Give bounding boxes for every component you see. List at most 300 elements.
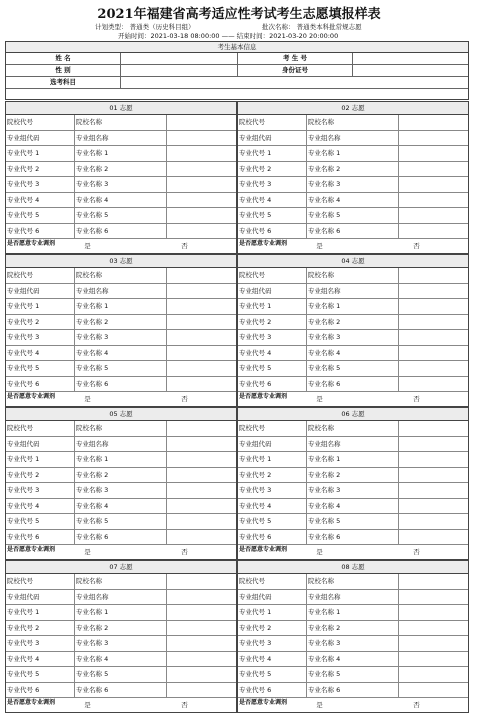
volunteer-row xyxy=(238,421,468,437)
adjust-label: 是否愿意专业调剂 xyxy=(7,240,56,247)
exam-no-label: 考 生 号 xyxy=(238,53,353,64)
id-no-label: 身份证号 xyxy=(238,65,353,76)
adjust-row xyxy=(238,698,468,713)
major-name-label: 专业名称 3 xyxy=(75,483,167,498)
major-name-label: 专业名称 2 xyxy=(75,315,167,330)
input-cell[interactable] xyxy=(167,452,236,467)
major-name-label: 专业名称 2 xyxy=(307,621,399,636)
major-name-label: 专业名称 5 xyxy=(307,361,399,376)
input-cell[interactable] xyxy=(167,514,236,529)
adjust-options xyxy=(316,392,420,407)
exam-no-field[interactable] xyxy=(353,53,469,64)
major-name-label: 专业名称 3 xyxy=(75,636,167,651)
input-cell[interactable] xyxy=(399,652,468,667)
adjust-label: 是否愿意专业调剂 xyxy=(7,699,56,706)
major-name-label: 专业名称 2 xyxy=(307,162,399,177)
input-cell[interactable] xyxy=(167,361,236,376)
input-cell[interactable] xyxy=(167,177,236,192)
major-code-label: 专业代号 1 xyxy=(238,146,307,161)
adjust-row xyxy=(6,698,236,713)
major-name-label: 专业名称 3 xyxy=(75,177,167,192)
input-cell[interactable] xyxy=(399,421,468,436)
group-name-label: 专业组名称 xyxy=(307,437,399,452)
volunteer-block-2 xyxy=(237,101,469,254)
major-code-label: 专业代号 5 xyxy=(6,667,75,682)
major-name-label: 专业名称 3 xyxy=(307,177,399,192)
input-cell[interactable] xyxy=(167,346,236,361)
major-code-label: 专业代号 2 xyxy=(6,468,75,483)
major-code-label: 专业代号 5 xyxy=(238,514,307,529)
volunteer-block-8 xyxy=(237,560,469,713)
group-code-label: 专业组代码 xyxy=(6,590,75,605)
input-cell[interactable] xyxy=(399,131,468,146)
yes-option[interactable]: 是 xyxy=(316,548,323,556)
major-code-label: 专业代号 3 xyxy=(6,483,75,498)
volunteer-row xyxy=(6,514,236,530)
major-code-label: 专业代号 1 xyxy=(6,146,75,161)
gender-field[interactable] xyxy=(121,65,238,76)
input-cell[interactable] xyxy=(399,468,468,483)
volunteer-row xyxy=(6,284,236,300)
major-code-label: 专业代号 3 xyxy=(238,636,307,651)
group-name-label: 专业组名称 xyxy=(307,284,399,299)
volunteer-row xyxy=(6,162,236,178)
input-cell[interactable] xyxy=(167,499,236,514)
volunteer-row xyxy=(238,514,468,530)
input-cell[interactable] xyxy=(167,530,236,545)
input-cell[interactable] xyxy=(399,115,468,130)
name-label: 姓 名 xyxy=(6,53,121,64)
no-option[interactable]: 否 xyxy=(413,701,420,709)
school-name-label: 院校名称 xyxy=(75,574,167,589)
input-cell[interactable] xyxy=(167,299,236,314)
input-cell[interactable] xyxy=(167,284,236,299)
input-cell[interactable] xyxy=(399,299,468,314)
volunteer-row xyxy=(6,605,236,621)
input-cell[interactable] xyxy=(399,346,468,361)
major-name-label: 专业名称 2 xyxy=(75,468,167,483)
major-name-label: 专业名称 6 xyxy=(75,377,167,392)
volunteer-row xyxy=(6,452,236,468)
input-cell[interactable] xyxy=(167,437,236,452)
major-code-label: 专业代号 6 xyxy=(238,530,307,545)
adjust-label: 是否愿意专业调剂 xyxy=(239,393,288,400)
input-cell[interactable] xyxy=(399,683,468,698)
adjust-label: 是否愿意专业调剂 xyxy=(239,546,288,553)
input-cell[interactable] xyxy=(399,146,468,161)
major-code-label: 专业代号 6 xyxy=(238,224,307,239)
group-name-label: 专业组名称 xyxy=(75,437,167,452)
yes-option[interactable]: 是 xyxy=(84,395,91,403)
major-name-label: 专业名称 2 xyxy=(75,162,167,177)
input-cell[interactable] xyxy=(399,193,468,208)
major-name-label: 专业名称 3 xyxy=(307,330,399,345)
major-name-label: 专业名称 5 xyxy=(307,514,399,529)
group-code-label: 专业组代码 xyxy=(238,590,307,605)
major-name-label: 专业名称 4 xyxy=(307,193,399,208)
major-name-label: 专业名称 2 xyxy=(307,315,399,330)
volunteer-row xyxy=(6,468,236,484)
id-no-field[interactable] xyxy=(353,65,469,76)
volunteer-header: 04 志愿 xyxy=(238,255,468,268)
plan-type: 计划类型： 普通类（历史科目组） xyxy=(95,23,195,31)
school-name-label: 院校名称 xyxy=(75,268,167,283)
major-code-label: 专业代号 3 xyxy=(6,636,75,651)
major-code-label: 专业代号 4 xyxy=(238,346,307,361)
input-cell[interactable] xyxy=(399,377,468,392)
no-option[interactable]: 否 xyxy=(413,395,420,403)
input-cell[interactable] xyxy=(167,330,236,345)
major-code-label: 专业代号 1 xyxy=(6,605,75,620)
volunteer-row xyxy=(238,284,468,300)
volunteer-row xyxy=(238,299,468,315)
major-code-label: 专业代号 1 xyxy=(238,452,307,467)
major-name-label: 专业名称 1 xyxy=(75,452,167,467)
name-field[interactable] xyxy=(121,53,238,64)
volunteer-block-6 xyxy=(237,407,469,560)
adjust-label: 是否愿意专业调剂 xyxy=(7,393,56,400)
volunteer-row xyxy=(6,299,236,315)
input-cell[interactable] xyxy=(167,421,236,436)
no-option[interactable]: 否 xyxy=(413,548,420,556)
school-name-label: 院校名称 xyxy=(307,574,399,589)
major-name-label: 专业名称 6 xyxy=(307,377,399,392)
major-name-label: 专业名称 3 xyxy=(307,483,399,498)
major-name-label: 专业名称 5 xyxy=(75,514,167,529)
volunteer-row xyxy=(238,361,468,377)
yes-option[interactable]: 是 xyxy=(84,701,91,709)
volunteer-row xyxy=(6,530,236,546)
major-name-label: 专业名称 1 xyxy=(75,605,167,620)
no-option[interactable]: 否 xyxy=(181,242,188,250)
volunteer-header: 03 志愿 xyxy=(6,255,236,268)
input-cell[interactable] xyxy=(167,667,236,682)
volunteer-row xyxy=(6,224,236,240)
school-name-label: 院校名称 xyxy=(75,421,167,436)
input-cell[interactable] xyxy=(399,177,468,192)
major-name-label: 专业名称 5 xyxy=(75,361,167,376)
input-cell[interactable] xyxy=(399,574,468,589)
major-code-label: 专业代号 6 xyxy=(238,683,307,698)
input-cell[interactable] xyxy=(399,621,468,636)
group-code-label: 专业组代码 xyxy=(6,284,75,299)
volunteer-row xyxy=(238,590,468,606)
input-cell[interactable] xyxy=(167,162,236,177)
major-code-label: 专业代号 3 xyxy=(238,177,307,192)
adjust-row xyxy=(238,392,468,407)
volunteer-block-7 xyxy=(5,560,237,713)
school-code-label: 院校代号 xyxy=(238,115,307,130)
adjust-options xyxy=(316,545,420,560)
volunteer-row xyxy=(238,530,468,546)
input-cell[interactable] xyxy=(399,315,468,330)
major-name-label: 专业名称 6 xyxy=(307,530,399,545)
major-name-label: 专业名称 4 xyxy=(307,652,399,667)
group-code-label: 专业组代码 xyxy=(6,437,75,452)
subjects-field[interactable] xyxy=(121,77,469,88)
school-code-label: 院校代号 xyxy=(6,115,75,130)
no-option[interactable]: 否 xyxy=(413,242,420,250)
volunteer-row xyxy=(238,131,468,147)
input-cell[interactable] xyxy=(399,499,468,514)
major-code-label: 专业代号 3 xyxy=(238,483,307,498)
major-code-label: 专业代号 6 xyxy=(6,683,75,698)
input-cell[interactable] xyxy=(167,224,236,239)
major-name-label: 专业名称 4 xyxy=(75,346,167,361)
input-cell[interactable] xyxy=(399,590,468,605)
major-code-label: 专业代号 1 xyxy=(238,299,307,314)
input-cell[interactable] xyxy=(167,468,236,483)
school-code-label: 院校代号 xyxy=(238,421,307,436)
no-option[interactable]: 否 xyxy=(181,548,188,556)
volunteer-row xyxy=(238,146,468,162)
input-cell[interactable] xyxy=(167,315,236,330)
major-name-label: 专业名称 6 xyxy=(307,683,399,698)
yes-option[interactable]: 是 xyxy=(316,395,323,403)
volunteer-row xyxy=(238,268,468,284)
major-code-label: 专业代号 4 xyxy=(6,652,75,667)
major-name-label: 专业名称 3 xyxy=(307,636,399,651)
input-cell[interactable] xyxy=(399,667,468,682)
major-name-label: 专业名称 4 xyxy=(75,652,167,667)
volunteer-row xyxy=(238,330,468,346)
volunteer-row xyxy=(6,636,236,652)
volunteer-row xyxy=(6,193,236,209)
major-name-label: 专业名称 6 xyxy=(75,224,167,239)
volunteer-block-1 xyxy=(5,101,237,254)
school-name-label: 院校名称 xyxy=(307,115,399,130)
major-name-label: 专业名称 6 xyxy=(75,530,167,545)
adjust-row xyxy=(238,545,468,560)
volunteer-row xyxy=(6,346,236,362)
group-name-label: 专业组名称 xyxy=(75,590,167,605)
volunteer-row xyxy=(6,146,236,162)
volunteer-row xyxy=(6,115,236,131)
major-code-label: 专业代号 5 xyxy=(6,514,75,529)
major-name-label: 专业名称 3 xyxy=(75,330,167,345)
volunteer-row xyxy=(238,162,468,178)
volunteer-row xyxy=(238,636,468,652)
adjust-label: 是否愿意专业调剂 xyxy=(239,240,288,247)
volunteer-row xyxy=(6,437,236,453)
adjust-options xyxy=(84,392,188,407)
input-cell[interactable] xyxy=(399,284,468,299)
major-code-label: 专业代号 5 xyxy=(6,208,75,223)
input-cell[interactable] xyxy=(399,530,468,545)
volunteer-row xyxy=(6,421,236,437)
major-name-label: 专业名称 6 xyxy=(307,224,399,239)
input-cell[interactable] xyxy=(167,605,236,620)
volunteer-block-3 xyxy=(5,254,237,407)
volunteer-header: 08 志愿 xyxy=(238,561,468,574)
input-cell[interactable] xyxy=(399,636,468,651)
volunteer-header: 06 志愿 xyxy=(238,408,468,421)
major-name-label: 专业名称 4 xyxy=(75,499,167,514)
volunteer-header: 02 志愿 xyxy=(238,102,468,115)
input-cell[interactable] xyxy=(167,621,236,636)
student-info-table xyxy=(5,41,469,100)
major-code-label: 专业代号 4 xyxy=(6,499,75,514)
major-code-label: 专业代号 2 xyxy=(238,621,307,636)
major-name-label: 专业名称 1 xyxy=(75,299,167,314)
volunteer-row xyxy=(6,667,236,683)
group-name-label: 专业组名称 xyxy=(307,131,399,146)
input-cell[interactable] xyxy=(399,330,468,345)
input-cell[interactable] xyxy=(167,193,236,208)
major-code-label: 专业代号 6 xyxy=(238,377,307,392)
group-code-label: 专业组代码 xyxy=(238,284,307,299)
major-code-label: 专业代号 5 xyxy=(238,208,307,223)
volunteer-row xyxy=(6,315,236,331)
volunteer-row xyxy=(238,667,468,683)
adjust-row xyxy=(238,239,468,254)
major-code-label: 专业代号 3 xyxy=(6,177,75,192)
major-name-label: 专业名称 5 xyxy=(75,667,167,682)
major-code-label: 专业代号 4 xyxy=(238,499,307,514)
major-name-label: 专业名称 1 xyxy=(307,605,399,620)
major-name-label: 专业名称 4 xyxy=(75,193,167,208)
yes-option[interactable]: 是 xyxy=(316,242,323,250)
volunteer-row xyxy=(238,468,468,484)
input-cell[interactable] xyxy=(399,224,468,239)
major-code-label: 专业代号 6 xyxy=(6,530,75,545)
school-name-label: 院校名称 xyxy=(307,268,399,283)
school-name-label: 院校名称 xyxy=(75,115,167,130)
major-code-label: 专业代号 5 xyxy=(6,361,75,376)
open-time: 开始时间：2021-03-18 08:00:00 —— 结束时间：2021-03-20 20:00:00 xyxy=(118,32,339,40)
adjust-label: 是否愿意专业调剂 xyxy=(239,699,288,706)
group-code-label: 专业组代码 xyxy=(238,131,307,146)
major-code-label: 专业代号 1 xyxy=(6,299,75,314)
input-cell[interactable] xyxy=(167,636,236,651)
yes-option[interactable]: 是 xyxy=(84,548,91,556)
input-cell[interactable] xyxy=(167,483,236,498)
input-cell[interactable] xyxy=(399,361,468,376)
major-code-label: 专业代号 2 xyxy=(238,468,307,483)
input-cell[interactable] xyxy=(399,483,468,498)
major-code-label: 专业代号 4 xyxy=(6,346,75,361)
group-code-label: 专业组代码 xyxy=(6,131,75,146)
batch-name: 批次名称： 普通类本科批常规志愿 xyxy=(262,23,362,31)
major-name-label: 专业名称 1 xyxy=(75,146,167,161)
input-cell[interactable] xyxy=(167,268,236,283)
volunteer-row xyxy=(6,652,236,668)
volunteer-row xyxy=(238,605,468,621)
input-cell[interactable] xyxy=(167,115,236,130)
major-name-label: 专业名称 1 xyxy=(307,299,399,314)
input-cell[interactable] xyxy=(399,162,468,177)
input-cell[interactable] xyxy=(399,437,468,452)
yes-option[interactable]: 是 xyxy=(84,242,91,250)
major-name-label: 专业名称 4 xyxy=(307,499,399,514)
page-title: 2021年福建省高考适应性考试考生志愿填报样表 xyxy=(97,7,381,22)
volunteer-row xyxy=(6,177,236,193)
group-name-label: 专业组名称 xyxy=(307,590,399,605)
input-cell[interactable] xyxy=(399,605,468,620)
input-cell[interactable] xyxy=(167,652,236,667)
yes-option[interactable]: 是 xyxy=(316,701,323,709)
input-cell[interactable] xyxy=(399,208,468,223)
volunteer-block-4 xyxy=(237,254,469,407)
input-cell[interactable] xyxy=(167,208,236,223)
major-code-label: 专业代号 6 xyxy=(6,377,75,392)
volunteer-row xyxy=(238,315,468,331)
adjust-row xyxy=(6,392,236,407)
major-code-label: 专业代号 1 xyxy=(6,452,75,467)
student-info-header: 考生基本信息 xyxy=(6,42,468,53)
volunteer-row xyxy=(238,683,468,699)
volunteer-header: 07 志愿 xyxy=(6,561,236,574)
school-code-label: 院校代号 xyxy=(238,268,307,283)
volunteer-row xyxy=(6,590,236,606)
input-cell[interactable] xyxy=(167,146,236,161)
volunteer-header: 01 志愿 xyxy=(6,102,236,115)
major-code-label: 专业代号 3 xyxy=(6,330,75,345)
adjust-options xyxy=(84,698,188,713)
group-code-label: 专业组代码 xyxy=(238,437,307,452)
input-cell[interactable] xyxy=(167,574,236,589)
major-code-label: 专业代号 5 xyxy=(238,667,307,682)
major-code-label: 专业代号 1 xyxy=(238,605,307,620)
major-code-label: 专业代号 5 xyxy=(238,361,307,376)
adjust-label: 是否愿意专业调剂 xyxy=(7,546,56,553)
volunteer-row xyxy=(6,208,236,224)
volunteer-row xyxy=(238,483,468,499)
input-cell[interactable] xyxy=(167,131,236,146)
major-code-label: 专业代号 2 xyxy=(6,621,75,636)
school-code-label: 院校代号 xyxy=(6,574,75,589)
school-code-label: 院校代号 xyxy=(6,268,75,283)
input-cell[interactable] xyxy=(399,514,468,529)
volunteer-row xyxy=(238,574,468,590)
volunteer-row xyxy=(238,208,468,224)
major-name-label: 专业名称 5 xyxy=(307,667,399,682)
school-code-label: 院校代号 xyxy=(6,421,75,436)
adjust-row xyxy=(6,239,236,254)
input-cell[interactable] xyxy=(167,590,236,605)
major-code-label: 专业代号 2 xyxy=(6,315,75,330)
volunteer-row xyxy=(6,377,236,393)
volunteer-row xyxy=(238,377,468,393)
input-cell[interactable] xyxy=(167,377,236,392)
volunteer-row xyxy=(238,193,468,209)
major-name-label: 专业名称 5 xyxy=(307,208,399,223)
volunteer-header: 05 志愿 xyxy=(6,408,236,421)
input-cell[interactable] xyxy=(399,452,468,467)
major-name-label: 专业名称 6 xyxy=(75,683,167,698)
adjust-options xyxy=(84,239,188,254)
volunteer-row xyxy=(238,346,468,362)
group-name-label: 专业组名称 xyxy=(75,131,167,146)
volunteer-row xyxy=(238,499,468,515)
school-name-label: 院校名称 xyxy=(307,421,399,436)
volunteer-row xyxy=(6,330,236,346)
major-code-label: 专业代号 6 xyxy=(6,224,75,239)
volunteer-row xyxy=(6,483,236,499)
adjust-options xyxy=(84,545,188,560)
no-option[interactable]: 否 xyxy=(181,701,188,709)
major-code-label: 专业代号 4 xyxy=(6,193,75,208)
volunteer-row xyxy=(6,621,236,637)
input-cell[interactable] xyxy=(399,268,468,283)
group-name-label: 专业组名称 xyxy=(75,284,167,299)
no-option[interactable]: 否 xyxy=(181,395,188,403)
major-name-label: 专业名称 4 xyxy=(307,346,399,361)
major-name-label: 专业名称 2 xyxy=(75,621,167,636)
volunteer-row xyxy=(238,621,468,637)
adjust-options xyxy=(316,239,420,254)
input-cell[interactable] xyxy=(167,683,236,698)
